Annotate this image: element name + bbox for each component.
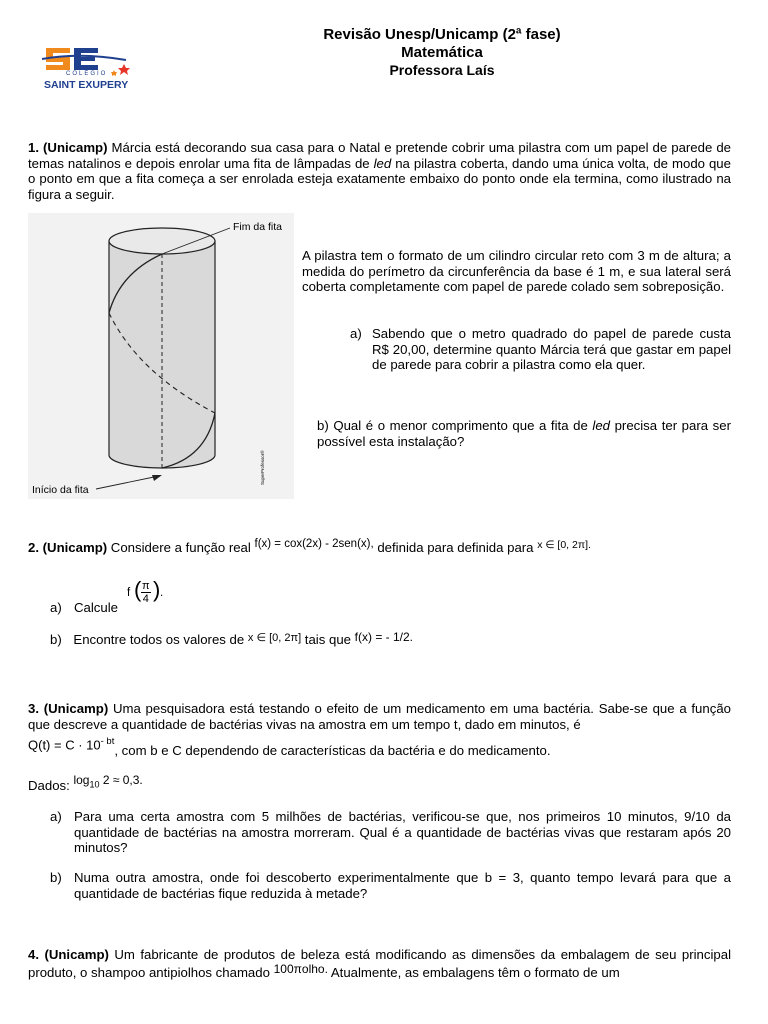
q2-b-label: b)	[50, 632, 62, 647]
q4-number: 4. (Unicamp)	[28, 947, 109, 962]
q1-intro	[28, 140, 731, 202]
q4-product: 100πolho.	[273, 962, 328, 976]
q2-a-paren-right: )	[153, 577, 161, 602]
teacher-name: Professora Laís	[389, 62, 495, 78]
q2-a-paren-left: (	[134, 577, 142, 602]
q3-dados-log: log	[73, 773, 90, 787]
q2-a-fraction	[141, 580, 151, 605]
q3-dados	[28, 772, 328, 793]
q2-b-equation: f(x) = - 1/2.	[354, 630, 414, 644]
q1-a-label: a)	[350, 326, 362, 341]
q1-a-text: Sabendo que o metro quadrado do papel de parede custa R$ 20,00, determine quanto Márcia terá que gastar em papel de parede para cobrir a pilastra como ela quer.	[372, 326, 731, 372]
q2-number: 2. (Unicamp)	[28, 540, 108, 555]
q2-mid-text: definida para definida para	[373, 540, 538, 555]
q3-formula-base: Q(t) = C · 10	[28, 737, 101, 753]
fim-da-fita-label: Fim da fita	[233, 221, 283, 233]
q1-number: 1. (Unicamp)	[28, 140, 108, 155]
q1-b-text-1: b) Qual é o menor comprimento que a fita de	[317, 418, 593, 433]
q3-intro-text: Uma pesquisadora está testando o efeito de um medicamento em uma bactéria. Sabe-se que a função que descreve a quantidade de bactérias vivas na amostra em um tempo t, dado em minutos, é	[28, 701, 731, 732]
q3-intro	[28, 701, 731, 732]
q4-intro-1: Um fabricante de produtos de beleza está modificando as dimensões da embalagem de seu principal produto, o shampoo antipiolhos chamado	[28, 947, 731, 980]
q3-dados-sub: 10	[89, 779, 100, 790]
q3-a-label: a)	[50, 809, 62, 824]
cylinder-figure	[28, 213, 294, 499]
q2-domain: x ∈ [0, 2π].	[537, 539, 591, 551]
q4-intro-2: Atualmente, as embalagens têm o formato de um	[327, 965, 620, 980]
q1-b-text-2: precisa ter para ser possível esta instalação?	[317, 418, 731, 449]
q2-b	[50, 632, 550, 650]
logo-name	[44, 79, 128, 91]
q3-b-label: b)	[50, 870, 62, 885]
q3-a-text: Para uma certa amostra com 5 milhões de bactérias, verificou-se que, nos primeiros 10 minutos, 9/10 da quantidade de bactérias na amostra morreram. Qual é a quantidade de bactérias vivas que restaram após 20 minutos?	[74, 809, 731, 855]
q3-number: 3. (Unicamp)	[28, 701, 109, 716]
q2-a	[50, 578, 350, 614]
q2-intro	[28, 540, 731, 558]
subject-title: Matemática	[401, 44, 483, 61]
q2-a-f: f	[127, 587, 131, 599]
inicio-da-fita-label: Início da fita	[32, 484, 89, 496]
q1-b	[317, 418, 731, 449]
q2-a-dot: .	[160, 587, 164, 599]
q2-intro-text: Considere a função real	[107, 540, 255, 555]
q1-led: led	[373, 155, 392, 171]
page-title: Revisão Unesp/Unicamp (2ª fase)	[323, 26, 561, 43]
q2-b-text: Encontre todos os valores de	[73, 632, 248, 647]
q1-intro-1: Márcia está decorando sua casa para o Natal e pretende cobrir uma pilastra com um papel de parede de temas natalinos e depois enrolar uma fita de lâmpadas de	[28, 140, 731, 171]
q3-formula-exponent: - bt	[100, 736, 115, 747]
logo-name-1: SAINT	[44, 79, 76, 91]
q3-formula-line	[28, 734, 731, 759]
q3-dados-rest: 2 ≈ 0,3.	[99, 773, 143, 787]
q3-b-text: Numa outra amostra, onde foi descoberto experimentalmente que b = 3, quanto tempo levará para que a quantidade de bactérias fique reduzida à metade?	[74, 870, 731, 901]
school-logo	[40, 40, 140, 92]
q2-a-label: a)	[50, 600, 62, 615]
q2-a-frac-den: 4	[142, 593, 149, 605]
cylinder-drawing	[28, 213, 294, 499]
q1-intro-2: na pilastra coberta, dando uma única volta, de modo que o ponto em que a fita começa a ser enrolada esteja exatamente embaixo do ponto onde ela termina, como ilustrado na figura a seguir.	[28, 155, 731, 202]
q2-b-mid: tais que	[301, 632, 355, 647]
logo-top-text: COLÉGIO	[66, 71, 108, 77]
q2-function: f(x) = cox(2x) - 2sen(x),	[254, 538, 374, 550]
q2-a-text: Calcule	[74, 600, 118, 615]
q3-dados-label: Dados:	[28, 778, 74, 793]
q1-b-led: led	[592, 418, 610, 433]
q2-a-frac-num: π	[142, 580, 150, 592]
q3-formula-rest: , com b e C dependendo de características da bactéria e do medicamento.	[114, 743, 551, 759]
q2-b-domain: x ∈ [0, 2π]	[247, 632, 302, 644]
q1-description: A pilastra tem o formato de um cilindro circular reto com 3 m de altura; a medida do perímetro da circunferência da base é 1 m, e sua lateral será coberta completamente com papel de parede colado sem sobreposição.	[302, 248, 731, 294]
logo-name-2: EXUPERY	[78, 79, 129, 91]
q4-intro	[28, 946, 731, 982]
figure-credit: SuperProfessor®	[260, 450, 265, 485]
